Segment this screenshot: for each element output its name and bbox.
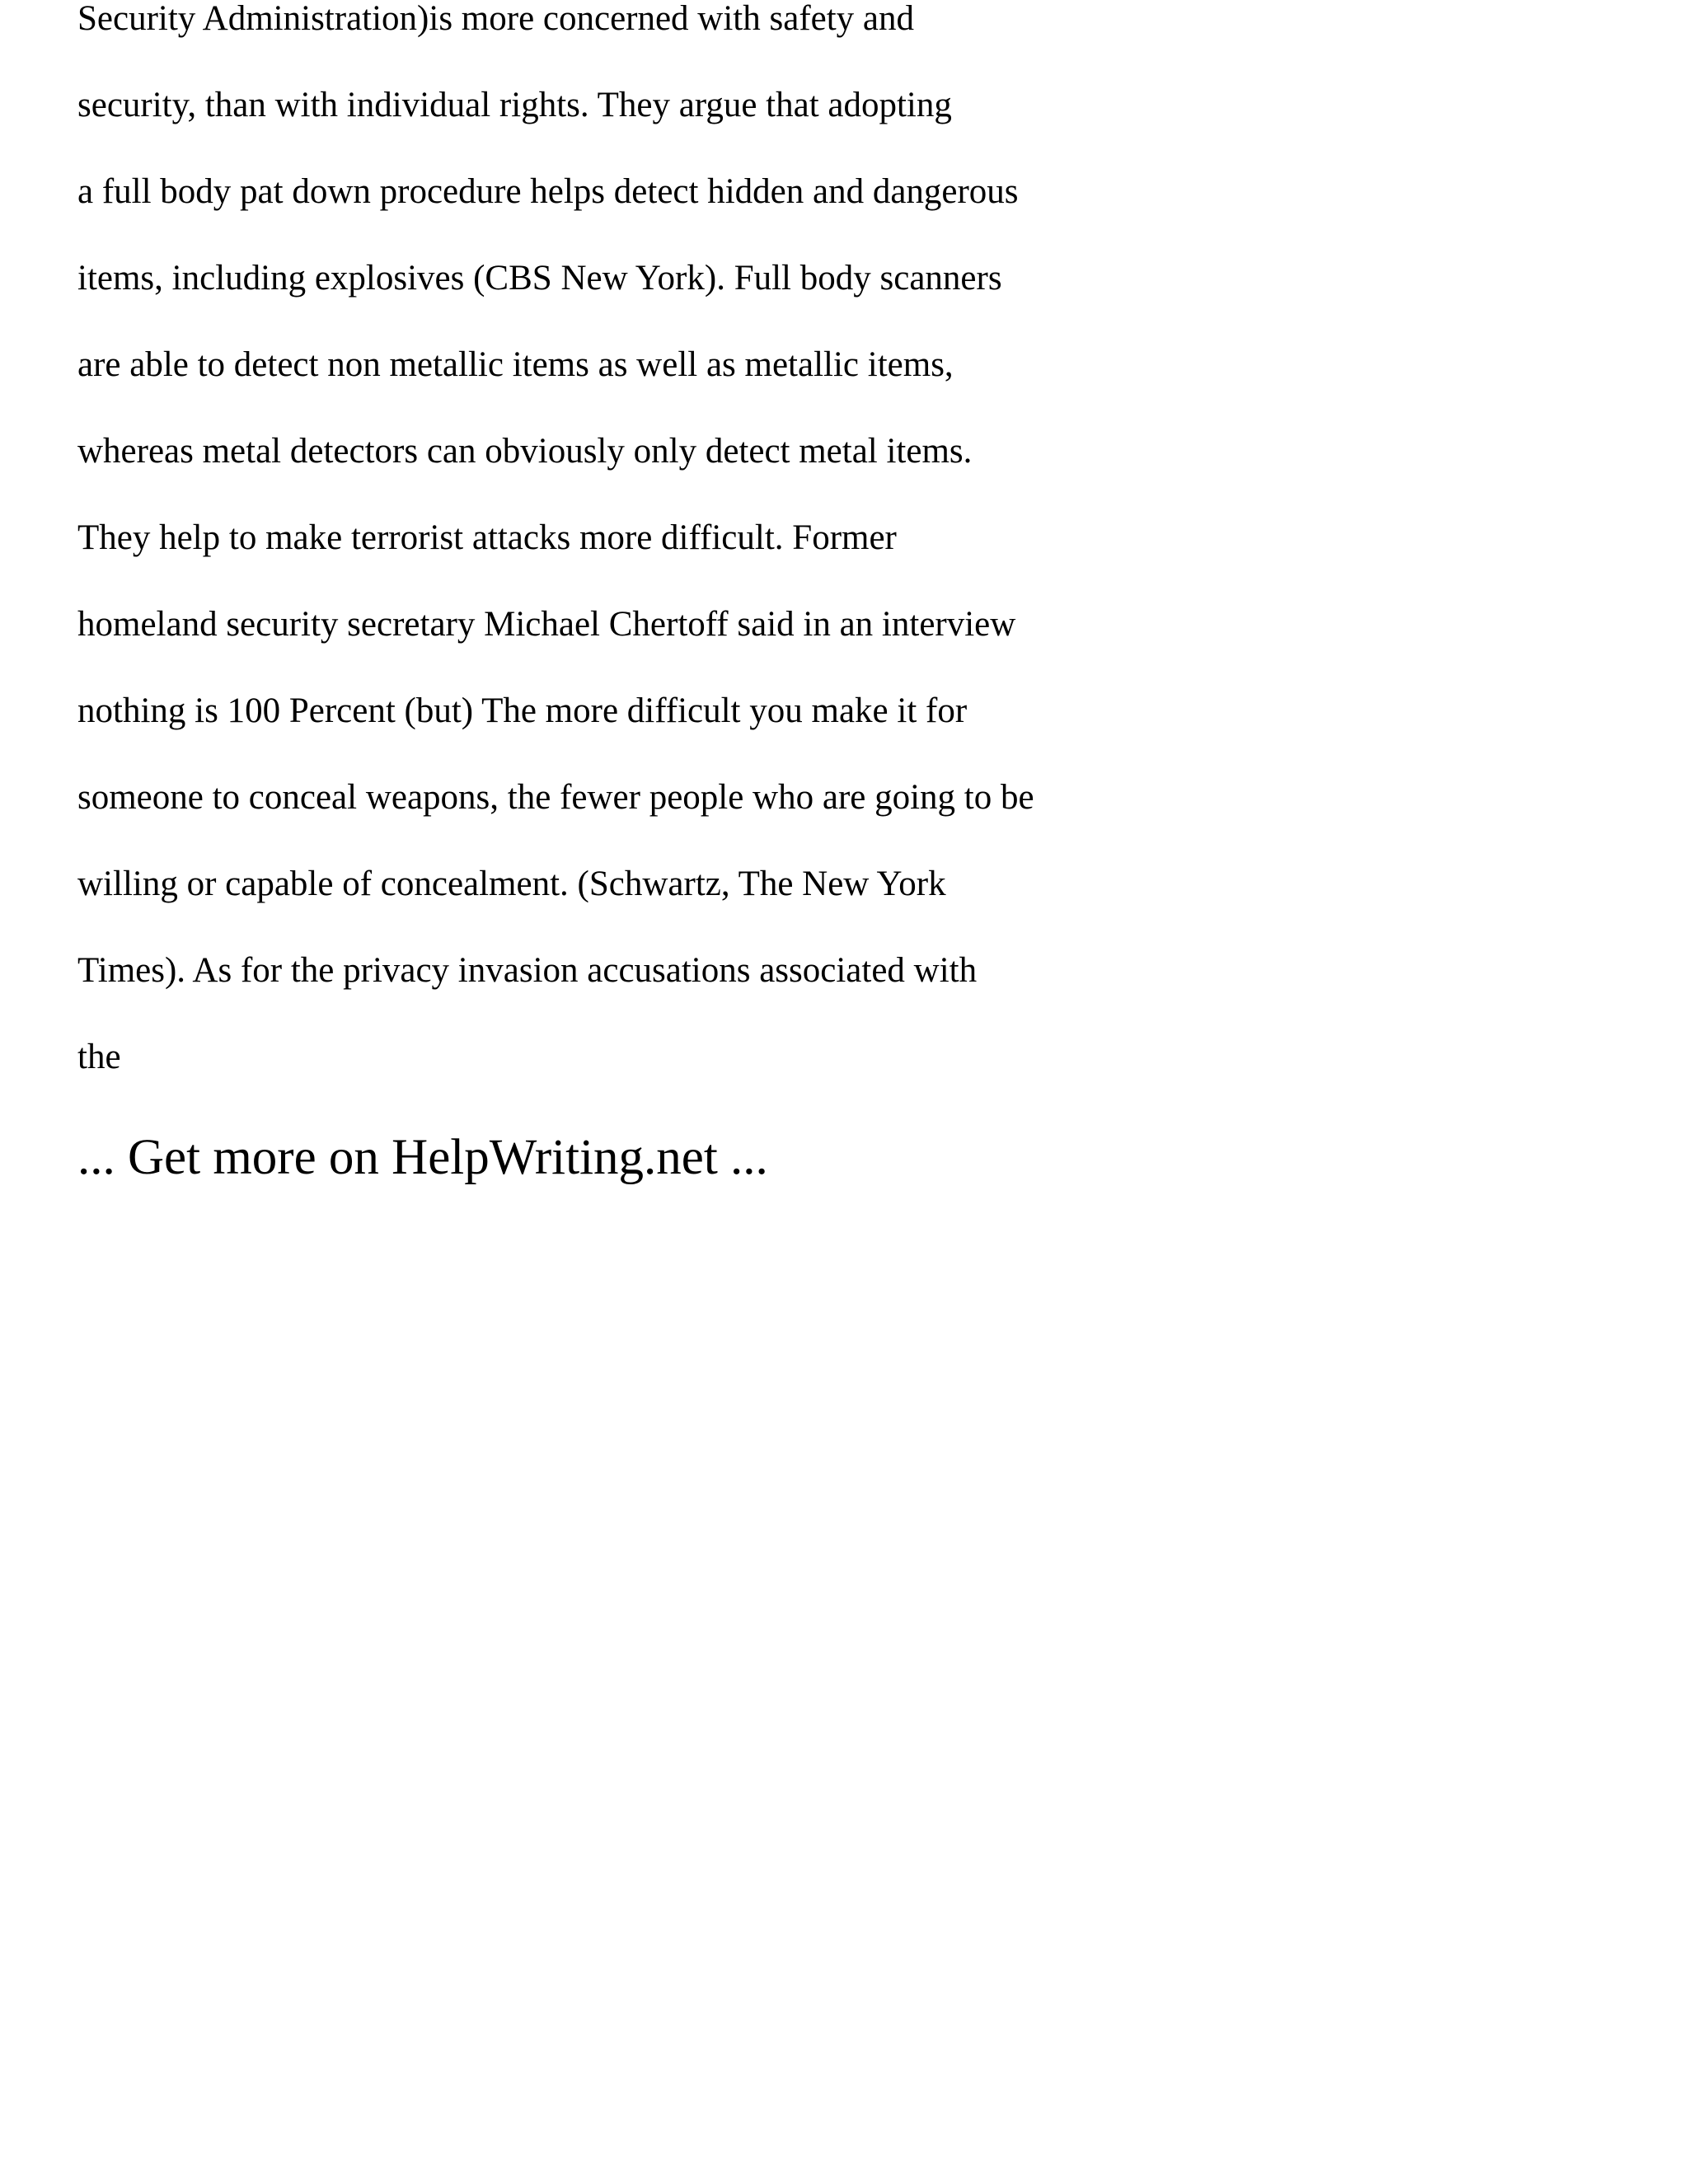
text-line: Security Administration)is more concerned with safety and <box>77 0 915 38</box>
text-line: a full body pat down procedure helps detect hidden and dangerous <box>77 172 1019 211</box>
text-line: homeland security secretary Michael Chertoff said in an interview <box>77 605 1016 644</box>
get-more-link[interactable]: ... Get more on HelpWriting.net ... <box>77 1130 768 1185</box>
text-line: whereas metal detectors can obviously only detect metal items. <box>77 432 973 471</box>
essay-body <box>77 0 1396 1100</box>
text-line: the <box>77 1038 121 1076</box>
text-line: nothing is 100 Percent (but) The more difficult you make it for <box>77 691 968 730</box>
text-line: items, including explosives (CBS New York). Full body scanners <box>77 259 1002 298</box>
text-line: someone to conceal weapons, the fewer people who are going to be <box>77 778 1034 817</box>
text-line: security, than with individual rights. They argue that adopting <box>77 86 952 124</box>
text-line: willing or capable of concealment. (Schwartz, The New York <box>77 865 946 903</box>
text-line: Times). As for the privacy invasion accusations associated with <box>77 951 978 990</box>
text-line: are able to detect non metallic items as well as metallic items, <box>77 345 954 384</box>
text-line: They help to make terrorist attacks more difficult. Former <box>77 518 897 557</box>
